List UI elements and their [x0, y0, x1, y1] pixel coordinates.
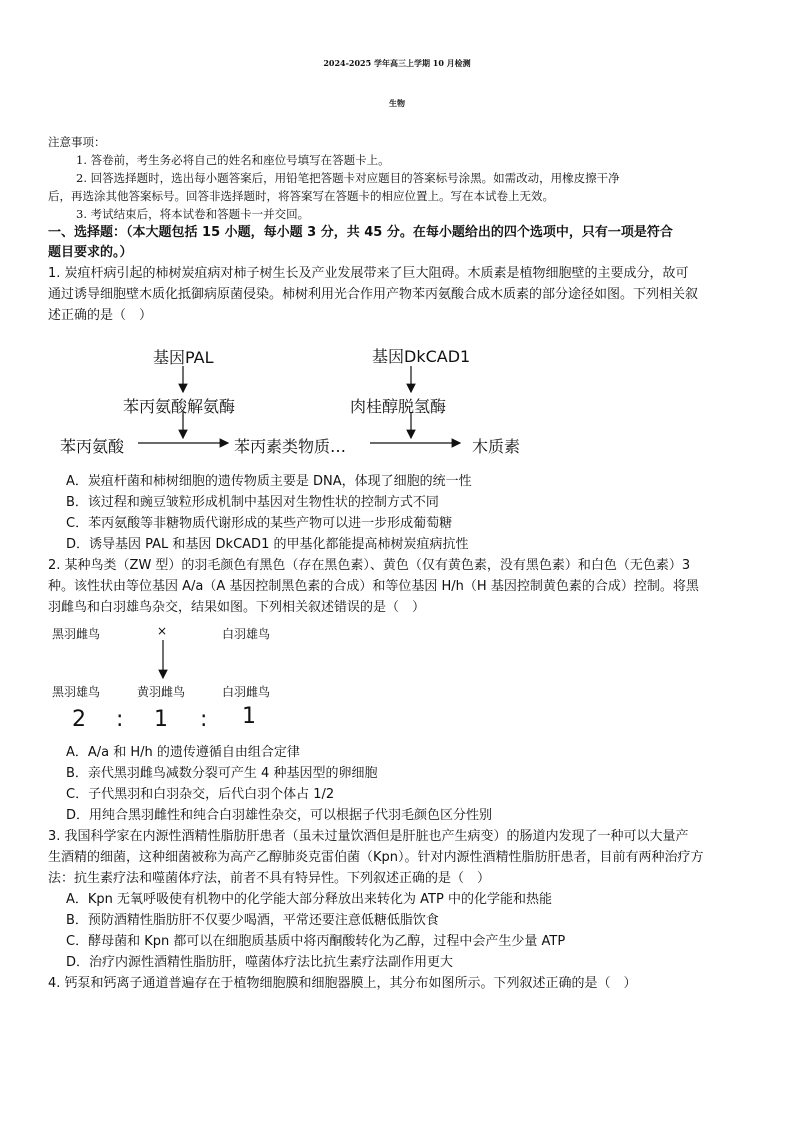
q4-stem-line-1: 4. 钙泵和钙离子通道普遍存在于植物细胞膜和细胞器膜上，其分布如图所示。下列叙述正确的是（ ）	[48, 976, 637, 991]
notice-item-2-line-1: 2. 回答选择题时，选出每小题答案后，用铅笔把答题卡对应题目的答案标号涂黑。如需改动，用橡皮擦干净	[76, 171, 620, 185]
q1-option-c: C．苯丙氨酸等非糖物质代谢形成的某些产物可以进一步形成葡萄糖	[66, 516, 453, 531]
q1-stem-line-3: 述正确的是（ ）	[48, 308, 153, 323]
q3-stem-line-3: 法：抗生素疗法和噬菌体疗法，前者不具有特异性。下列叙述正确的是（ ）	[48, 871, 491, 886]
child-black-male: 黑羽雄鸟	[52, 685, 101, 699]
q2-option-c: C．子代黑羽和白羽杂交，后代白羽个体占 1/2	[66, 787, 335, 802]
intermediate-label: 苯丙素类物质…	[234, 437, 347, 456]
product-label: 木质素	[472, 437, 521, 456]
parent-white-male: 白羽雄鸟	[222, 627, 271, 641]
q2-stem-line-3: 羽雌鸟和白羽雄鸟杂交，结果如图。下列相关叙述错误的是（ ）	[48, 600, 426, 615]
q1-option-d: D．诱导基因 PAL 和基因 DkCAD1 的甲基化都能提高柿树炭疽病抗性	[66, 537, 469, 552]
ratio-2: 2	[72, 707, 86, 732]
gene-pal-label: 基因PAL	[153, 348, 214, 367]
child-white-female: 白羽雌鸟	[222, 685, 271, 699]
notice-item-3: 3. 考试结束后，将本试卷和答题卡一并交回。	[76, 207, 310, 221]
q1-option-a: A．炭疽杆菌和柿树细胞的遗传物质主要是 DNA，体现了细胞的统一性	[66, 474, 472, 489]
ratio-colon-2: :	[200, 707, 208, 732]
q2-option-b: B．亲代黑羽雌鸟减数分裂可产生 4 种基因型的卵细胞	[66, 766, 378, 781]
q1-stem-line-1: 1. 炭疽杆病引起的柿树炭疽病对柿子树生长及产业发展带来了巨大阻碍。木质素是植物细胞壁的主要成分，故可	[48, 266, 689, 281]
q2-option-d: D．用纯合黑羽雌性和纯合白羽雄性杂交，可以根据子代羽毛颜色区分性别	[66, 808, 493, 823]
q3-option-a: A．Kpn 无氧呼吸使有机物中的化学能大部分释放出来转化为 ATP 中的化学能和热能	[66, 892, 552, 907]
ratio-1-yellow: 1	[154, 707, 168, 732]
notice-item-1: 1. 答卷前，考生务必将自己的姓名和座位号填写在答题卡上。	[76, 153, 390, 167]
q2-stem-line-1: 2. 某种鸟类（ZW 型）的羽毛颜色有黑色（存在黑色素）、黄色（仅有黄色素，没有黑色素）和白色（无色素）3	[48, 558, 691, 573]
parent-black-female: 黑羽雌鸟	[52, 627, 101, 641]
q1-stem-line-2: 通过诱导细胞壁木质化抵御病原菌侵染。柿树利用光合作用产物苯丙氨酸合成木质素的部分途径如图。下列相关叙	[48, 287, 699, 302]
exam-title: 2024-2025 学年高三上学期 10 月检测	[323, 58, 471, 68]
cross-symbol: ×	[157, 624, 168, 638]
ratio-1-white: 1	[242, 704, 256, 729]
q3-stem-line-1: 3. 我国科学家在内源性酒精性脂肪肝患者（虽未过量饮酒但是肝脏也产生病变）的肠道内发现了一种可以大量产	[48, 829, 689, 844]
subject-title: 生物	[389, 98, 405, 108]
section-heading-line-1: 一、选择题：（本大题包括 15 小题，每小题 3 分，共 45 分。在每小题给出的四个选项中，只有一项是符合	[48, 225, 673, 240]
substrate-label: 苯丙氨酸	[60, 437, 125, 456]
enzyme-pal-label: 苯丙氨酸解氨酶	[123, 397, 236, 416]
q3-option-d: D．治疗内源性酒精性脂肪肝，噬菌体疗法比抗生素疗法副作用更大	[66, 955, 454, 970]
q3-option-c: C．酵母菌和 Kpn 都可以在细胞质基质中将丙酮酸转化为乙醇，过程中会产生少量 ATP	[66, 934, 566, 949]
q3-stem-line-2: 生酒精的细菌，这种细菌被称为高产乙醇肺炎克雷伯菌（Kpn）。针对内源性酒精性脂肪肝患者，目前有两种治疗方	[48, 850, 704, 865]
notice-heading: 注意事项：	[48, 135, 106, 149]
section-heading-line-2: 题目要求的。）	[48, 245, 133, 260]
notice-item-2-line-2: 后，再选涂其他答案标号。回答非选择题时，将答案写在答题卡的相应位置上。写在本试卷上无效。	[48, 189, 554, 203]
q1-option-b: B．该过程和豌豆皱粒形成机制中基因对生物性状的控制方式不同	[66, 495, 439, 510]
enzyme-cad-label: 肉桂醇脱氢酶	[350, 397, 447, 416]
gene-dkcad1-label: 基因DkCAD1	[372, 347, 471, 366]
q3-option-b: B．预防酒精性脂肪肝不仅要少喝酒，平常还要注意低糖低脂饮食	[66, 913, 439, 928]
q2-option-a: A．A/a 和 H/h 的遗传遵循自由组合定律	[66, 745, 300, 760]
child-yellow-female: 黄羽雌鸟	[137, 685, 186, 699]
ratio-colon-1: :	[116, 707, 124, 732]
q2-stem-line-2: 种。该性状由等位基因 A/a（A 基因控制黑色素的合成）和等位基因 H/h（H 基因控制黄色素的合成）控制。将黑	[48, 579, 699, 594]
